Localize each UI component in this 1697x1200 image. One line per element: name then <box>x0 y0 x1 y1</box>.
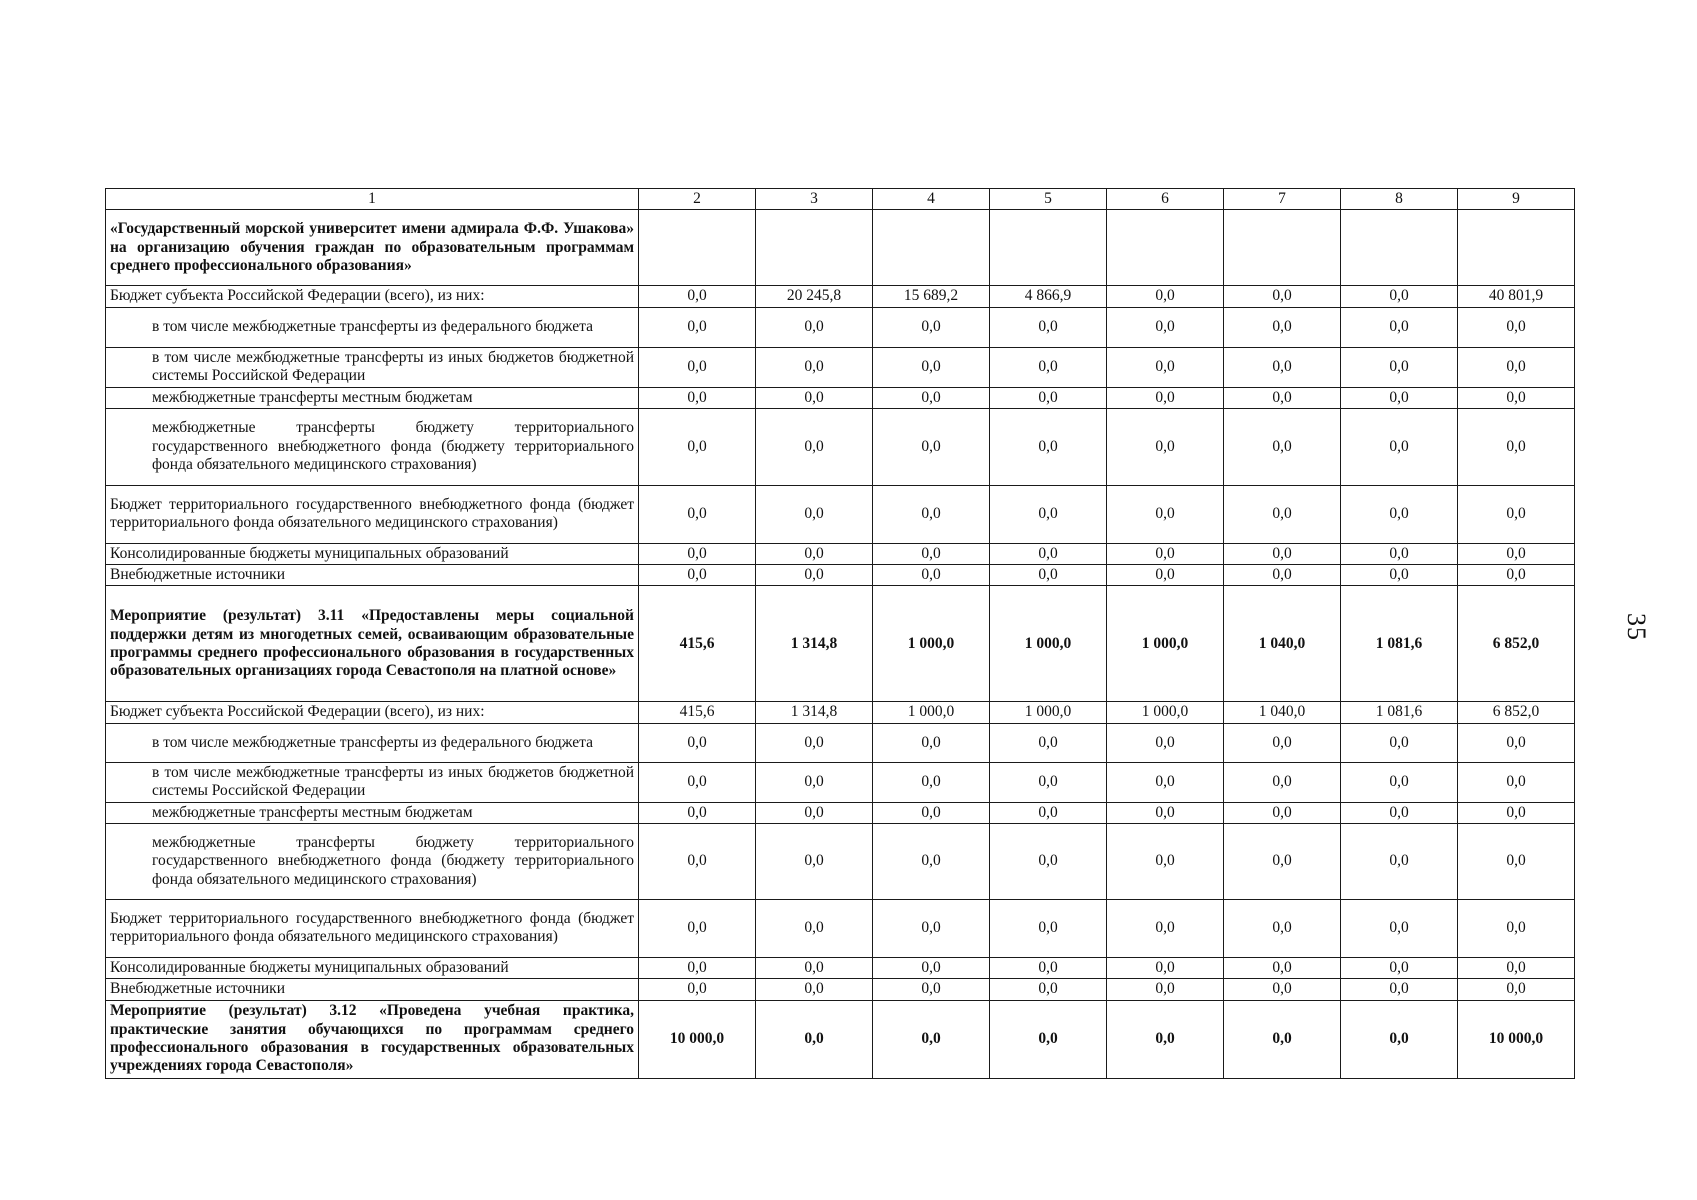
cell-col-7: 0,0 <box>1224 979 1341 1000</box>
row-label: в том числе межбюджетные трансферты из федерального бюджета <box>106 307 639 347</box>
cell-col-9: 0,0 <box>1458 347 1575 387</box>
cell-col-4: 0,0 <box>873 723 990 762</box>
row-label: Мероприятие (результат) 3.11 «Предоставлены меры социальной поддержки детям из многодетных семей, осваивающим образовательные программы среднего профессионального образования в государственных образовательных организациях города Севастополя на платной основе» <box>106 586 639 702</box>
cell-col-8: 0,0 <box>1341 979 1458 1000</box>
cell-col-3: 0,0 <box>756 823 873 899</box>
cell-col-5: 0,0 <box>990 485 1107 543</box>
cell-col-5: 0,0 <box>990 823 1107 899</box>
table-row <box>106 802 1575 823</box>
cell-col-6: 0,0 <box>1107 485 1224 543</box>
cell-col-3: 0,0 <box>756 1000 873 1078</box>
column-header-9: 9 <box>1458 189 1575 210</box>
cell-col-2: 0,0 <box>639 387 756 408</box>
cell-col-9: 0,0 <box>1458 762 1575 802</box>
cell-col-5: 0,0 <box>990 543 1107 564</box>
table-row <box>106 286 1575 307</box>
cell-col-4: 0,0 <box>873 957 990 978</box>
table-row <box>106 723 1575 762</box>
cell-col-7: 0,0 <box>1224 307 1341 347</box>
row-label: межбюджетные трансферты бюджету территориального государственного внебюджетного фонда (бюджету территориального фонда обязательного медицинского страхования) <box>106 823 639 899</box>
cell-col-4: 0,0 <box>873 1000 990 1078</box>
cell-col-4: 0,0 <box>873 823 990 899</box>
cell-col-3: 0,0 <box>756 723 873 762</box>
cell-col-2 <box>639 210 756 286</box>
cell-col-7: 0,0 <box>1224 899 1341 957</box>
cell-col-6: 0,0 <box>1107 307 1224 347</box>
row-label: Бюджет территориального государственного внебюджетного фонда (бюджет территориального фонда обязательного медицинского страхования) <box>106 485 639 543</box>
cell-col-8: 0,0 <box>1341 565 1458 586</box>
cell-col-6: 0,0 <box>1107 823 1224 899</box>
cell-col-3: 0,0 <box>756 979 873 1000</box>
cell-col-6: 0,0 <box>1107 347 1224 387</box>
row-label: Внебюджетные источники <box>106 979 639 1000</box>
table-body <box>106 189 1575 1079</box>
cell-col-3: 0,0 <box>756 543 873 564</box>
cell-col-9: 0,0 <box>1458 979 1575 1000</box>
cell-col-7: 1 040,0 <box>1224 586 1341 702</box>
cell-col-3: 0,0 <box>756 802 873 823</box>
cell-col-7: 0,0 <box>1224 1000 1341 1078</box>
cell-col-8: 0,0 <box>1341 723 1458 762</box>
cell-col-9: 0,0 <box>1458 565 1575 586</box>
cell-col-8: 0,0 <box>1341 1000 1458 1078</box>
cell-col-2: 0,0 <box>639 347 756 387</box>
table-row <box>106 408 1575 485</box>
cell-col-6: 0,0 <box>1107 762 1224 802</box>
cell-col-6: 0,0 <box>1107 543 1224 564</box>
cell-col-9: 0,0 <box>1458 387 1575 408</box>
cell-col-4: 0,0 <box>873 802 990 823</box>
budget-table <box>105 188 1575 1079</box>
cell-col-4: 15 689,2 <box>873 286 990 307</box>
column-header-7: 7 <box>1224 189 1341 210</box>
cell-col-7: 0,0 <box>1224 957 1341 978</box>
cell-col-3: 0,0 <box>756 307 873 347</box>
column-header-2: 2 <box>639 189 756 210</box>
row-label: в том числе межбюджетные трансферты из иных бюджетов бюджетной системы Российской Федерации <box>106 347 639 387</box>
cell-col-9: 10 000,0 <box>1458 1000 1575 1078</box>
cell-col-6: 0,0 <box>1107 979 1224 1000</box>
cell-col-2: 10 000,0 <box>639 1000 756 1078</box>
table-row <box>106 347 1575 387</box>
cell-col-2: 0,0 <box>639 543 756 564</box>
cell-col-9: 40 801,9 <box>1458 286 1575 307</box>
cell-col-5: 1 000,0 <box>990 702 1107 723</box>
cell-col-2: 0,0 <box>639 823 756 899</box>
table-row <box>106 543 1575 564</box>
table-row <box>106 702 1575 723</box>
cell-col-6: 0,0 <box>1107 387 1224 408</box>
cell-col-5: 0,0 <box>990 899 1107 957</box>
cell-col-3: 1 314,8 <box>756 702 873 723</box>
cell-col-3: 0,0 <box>756 387 873 408</box>
cell-col-5: 1 000,0 <box>990 586 1107 702</box>
table-row <box>106 565 1575 586</box>
cell-col-3: 0,0 <box>756 408 873 485</box>
cell-col-4: 0,0 <box>873 408 990 485</box>
cell-col-2: 0,0 <box>639 485 756 543</box>
cell-col-4: 1 000,0 <box>873 702 990 723</box>
cell-col-2: 0,0 <box>639 762 756 802</box>
cell-col-9 <box>1458 210 1575 286</box>
row-label: межбюджетные трансферты местным бюджетам <box>106 387 639 408</box>
cell-col-6: 0,0 <box>1107 723 1224 762</box>
cell-col-4: 1 000,0 <box>873 586 990 702</box>
cell-col-4: 0,0 <box>873 485 990 543</box>
cell-col-4: 0,0 <box>873 762 990 802</box>
cell-col-7: 0,0 <box>1224 823 1341 899</box>
cell-col-6: 0,0 <box>1107 899 1224 957</box>
row-label: в том числе межбюджетные трансферты из иных бюджетов бюджетной системы Российской Федерации <box>106 762 639 802</box>
cell-col-6: 1 000,0 <box>1107 702 1224 723</box>
cell-col-9: 0,0 <box>1458 307 1575 347</box>
cell-col-4: 0,0 <box>873 387 990 408</box>
cell-col-5: 0,0 <box>990 347 1107 387</box>
row-label: межбюджетные трансферты бюджету территориального государственного внебюджетного фонда (бюджету территориального фонда обязательного медицинского страхования) <box>106 408 639 485</box>
cell-col-5: 0,0 <box>990 307 1107 347</box>
cell-col-7: 0,0 <box>1224 723 1341 762</box>
cell-col-9: 0,0 <box>1458 823 1575 899</box>
cell-col-7: 0,0 <box>1224 802 1341 823</box>
cell-col-5: 0,0 <box>990 979 1107 1000</box>
cell-col-8: 1 081,6 <box>1341 702 1458 723</box>
cell-col-2: 0,0 <box>639 723 756 762</box>
cell-col-8: 0,0 <box>1341 802 1458 823</box>
cell-col-8: 0,0 <box>1341 957 1458 978</box>
cell-col-8: 1 081,6 <box>1341 586 1458 702</box>
cell-col-5: 0,0 <box>990 762 1107 802</box>
cell-col-7: 0,0 <box>1224 286 1341 307</box>
cell-col-4: 0,0 <box>873 347 990 387</box>
cell-col-9: 0,0 <box>1458 543 1575 564</box>
cell-col-8: 0,0 <box>1341 286 1458 307</box>
table-header-row <box>106 189 1575 210</box>
cell-col-5: 0,0 <box>990 387 1107 408</box>
table-row <box>106 823 1575 899</box>
page-number: 35 <box>1622 613 1651 641</box>
table-row <box>106 957 1575 978</box>
cell-col-2: 0,0 <box>639 408 756 485</box>
cell-col-5: 0,0 <box>990 408 1107 485</box>
table-row <box>106 586 1575 702</box>
cell-col-5: 0,0 <box>990 802 1107 823</box>
row-label: межбюджетные трансферты местным бюджетам <box>106 802 639 823</box>
cell-col-5 <box>990 210 1107 286</box>
column-header-4: 4 <box>873 189 990 210</box>
cell-col-4: 0,0 <box>873 565 990 586</box>
cell-col-4 <box>873 210 990 286</box>
cell-col-6: 0,0 <box>1107 408 1224 485</box>
row-label: Бюджет территориального государственного внебюджетного фонда (бюджет территориального фонда обязательного медицинского страхования) <box>106 899 639 957</box>
table-row <box>106 485 1575 543</box>
cell-col-3: 0,0 <box>756 762 873 802</box>
cell-col-4: 0,0 <box>873 543 990 564</box>
cell-col-8: 0,0 <box>1341 823 1458 899</box>
row-label: «Государственный морской университет имени адмирала Ф.Ф. Ушакова» на организацию обучения граждан по образовательным программам среднего профессионального образования» <box>106 210 639 286</box>
cell-col-9: 6 852,0 <box>1458 586 1575 702</box>
cell-col-3: 0,0 <box>756 565 873 586</box>
cell-col-5: 0,0 <box>990 1000 1107 1078</box>
cell-col-2: 415,6 <box>639 702 756 723</box>
cell-col-2: 0,0 <box>639 957 756 978</box>
cell-col-7: 0,0 <box>1224 543 1341 564</box>
cell-col-6 <box>1107 210 1224 286</box>
cell-col-4: 0,0 <box>873 979 990 1000</box>
cell-col-2: 415,6 <box>639 586 756 702</box>
cell-col-9: 0,0 <box>1458 899 1575 957</box>
cell-col-8: 0,0 <box>1341 485 1458 543</box>
cell-col-8: 0,0 <box>1341 408 1458 485</box>
cell-col-3: 0,0 <box>756 485 873 543</box>
cell-col-3: 20 245,8 <box>756 286 873 307</box>
cell-col-8: 0,0 <box>1341 347 1458 387</box>
table-row <box>106 979 1575 1000</box>
table-row <box>106 210 1575 286</box>
cell-col-5: 0,0 <box>990 957 1107 978</box>
cell-col-3: 1 314,8 <box>756 586 873 702</box>
cell-col-9: 6 852,0 <box>1458 702 1575 723</box>
cell-col-8: 0,0 <box>1341 899 1458 957</box>
cell-col-7: 0,0 <box>1224 347 1341 387</box>
table-row <box>106 899 1575 957</box>
cell-col-5: 4 866,9 <box>990 286 1107 307</box>
cell-col-8: 0,0 <box>1341 387 1458 408</box>
column-header-6: 6 <box>1107 189 1224 210</box>
cell-col-4: 0,0 <box>873 307 990 347</box>
cell-col-6: 0,0 <box>1107 1000 1224 1078</box>
table-row <box>106 387 1575 408</box>
cell-col-6: 0,0 <box>1107 565 1224 586</box>
column-header-5: 5 <box>990 189 1107 210</box>
row-label: Консолидированные бюджеты муниципальных образований <box>106 543 639 564</box>
cell-col-7: 1 040,0 <box>1224 702 1341 723</box>
column-header-8: 8 <box>1341 189 1458 210</box>
cell-col-3 <box>756 210 873 286</box>
cell-col-7: 0,0 <box>1224 762 1341 802</box>
cell-col-7: 0,0 <box>1224 408 1341 485</box>
cell-col-2: 0,0 <box>639 565 756 586</box>
table-row <box>106 1000 1575 1078</box>
cell-col-3: 0,0 <box>756 899 873 957</box>
cell-col-7: 0,0 <box>1224 565 1341 586</box>
cell-col-3: 0,0 <box>756 957 873 978</box>
cell-col-3: 0,0 <box>756 347 873 387</box>
cell-col-6: 0,0 <box>1107 957 1224 978</box>
cell-col-8 <box>1341 210 1458 286</box>
column-header-3: 3 <box>756 189 873 210</box>
cell-col-8: 0,0 <box>1341 762 1458 802</box>
cell-col-2: 0,0 <box>639 979 756 1000</box>
cell-col-8: 0,0 <box>1341 543 1458 564</box>
cell-col-9: 0,0 <box>1458 957 1575 978</box>
cell-col-2: 0,0 <box>639 802 756 823</box>
cell-col-6: 0,0 <box>1107 802 1224 823</box>
cell-col-9: 0,0 <box>1458 485 1575 543</box>
cell-col-7: 0,0 <box>1224 387 1341 408</box>
cell-col-2: 0,0 <box>639 307 756 347</box>
cell-col-7 <box>1224 210 1341 286</box>
table-row <box>106 762 1575 802</box>
row-label: Бюджет субъекта Российской Федерации (всего), из них: <box>106 702 639 723</box>
cell-col-8: 0,0 <box>1341 307 1458 347</box>
cell-col-7: 0,0 <box>1224 485 1341 543</box>
row-label: в том числе межбюджетные трансферты из федерального бюджета <box>106 723 639 762</box>
cell-col-2: 0,0 <box>639 899 756 957</box>
cell-col-4: 0,0 <box>873 899 990 957</box>
row-label: Консолидированные бюджеты муниципальных образований <box>106 957 639 978</box>
cell-col-6: 0,0 <box>1107 286 1224 307</box>
column-header-1: 1 <box>106 189 639 210</box>
cell-col-5: 0,0 <box>990 723 1107 762</box>
row-label: Мероприятие (результат) 3.12 «Проведена учебная практика, практические занятия обучающихся по программам среднего профессионального образования в государственных образовательных учреждениях города Севастополя» <box>106 1000 639 1078</box>
cell-col-2: 0,0 <box>639 286 756 307</box>
cell-col-5: 0,0 <box>990 565 1107 586</box>
cell-col-9: 0,0 <box>1458 802 1575 823</box>
cell-col-6: 1 000,0 <box>1107 586 1224 702</box>
table-row <box>106 307 1575 347</box>
row-label: Внебюджетные источники <box>106 565 639 586</box>
cell-col-9: 0,0 <box>1458 723 1575 762</box>
cell-col-9: 0,0 <box>1458 408 1575 485</box>
row-label: Бюджет субъекта Российской Федерации (всего), из них: <box>106 286 639 307</box>
